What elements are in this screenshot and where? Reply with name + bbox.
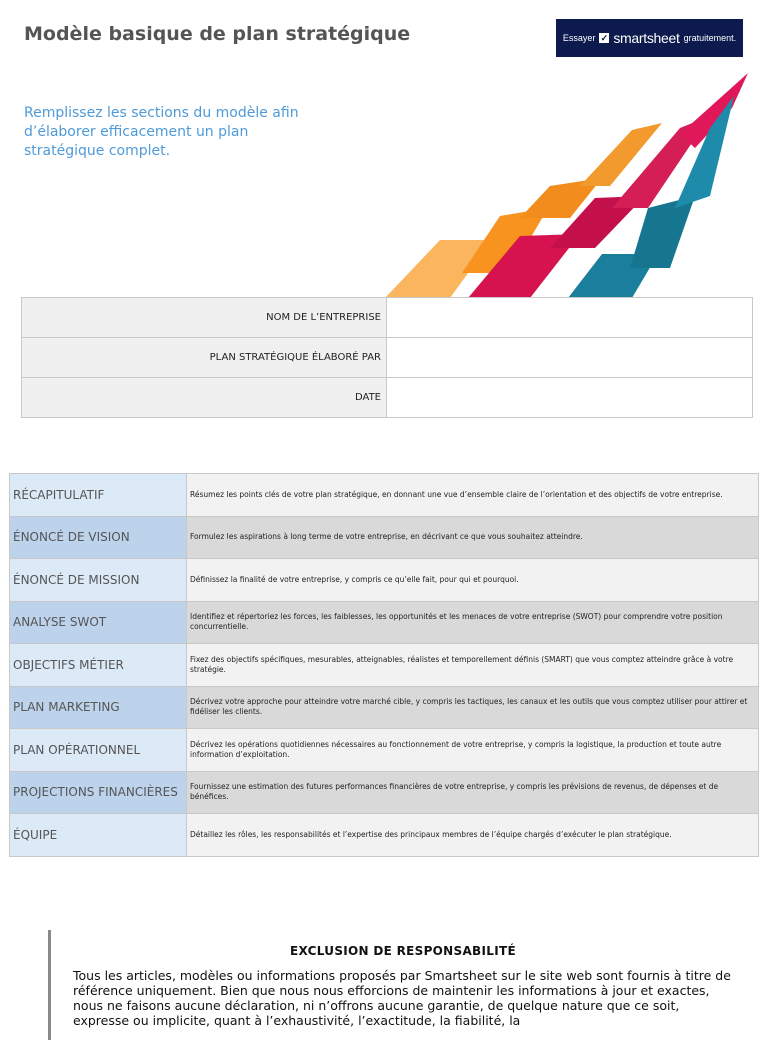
page-title: Modèle basique de plan stratégique bbox=[24, 23, 411, 45]
prepared-by-field[interactable] bbox=[387, 338, 753, 378]
section-row bbox=[10, 771, 759, 814]
section-row bbox=[10, 686, 759, 729]
info-row bbox=[22, 378, 753, 418]
section-description[interactable]: Résumez les points clés de votre plan stratégique, en donnant une vue d’ensemble claire de l’orientation et des objectifs de votre entreprise. bbox=[187, 474, 759, 517]
section-name: PLAN MARKETING bbox=[10, 686, 187, 729]
section-row bbox=[10, 516, 759, 559]
section-description[interactable]: Décrivez votre approche pour atteindre votre marché cible, y compris les tactiques, les canaux et les outils que vous comptez utiliser pour attirer et fidéliser les clients. bbox=[187, 686, 759, 729]
smartsheet-logo-icon: ✓ bbox=[600, 33, 609, 43]
section-row bbox=[10, 601, 759, 644]
section-name: PLAN OPÉRATIONNEL bbox=[10, 729, 187, 772]
info-row bbox=[22, 298, 753, 338]
section-description[interactable]: Détaillez les rôles, les responsabilités et l’expertise des principaux membres de l’équipe chargés d’exécuter le plan stratégique. bbox=[187, 814, 759, 857]
company-info-table bbox=[21, 297, 753, 418]
section-description[interactable]: Fournissez une estimation des futures performances financières de votre entreprise, y compris les prévisions de revenus, de dépenses et de bénéfices. bbox=[187, 771, 759, 814]
banner-suffix: gratuitement. bbox=[683, 33, 737, 43]
section-row bbox=[10, 729, 759, 772]
banner-brand: smartsheet bbox=[613, 30, 680, 46]
company-name-label: NOM DE L’ENTREPRISE bbox=[22, 298, 387, 338]
section-description[interactable]: Décrivez les opérations quotidiennes nécessaires au fonctionnement de votre entreprise, y compris la logistique, la production et toute autre information d’exploitation. bbox=[187, 729, 759, 772]
date-field[interactable] bbox=[387, 378, 753, 418]
disclaimer-text: Tous les articles, modèles ou informations proposés par Smartsheet sur le site web sont fournis à titre de référence uniquement. Bien que nous nous efforcions de maintenir les informations à jour et exactes, nous ne faisons aucune déclaration, ni n’offrons aucune garantie, de quelque nature que ce soit, expresse ou implicite, quant à l’exhaustivité, l’exactitude, la fiabilité, la bbox=[73, 968, 731, 1028]
company-name-field[interactable] bbox=[387, 298, 753, 338]
section-row bbox=[10, 644, 759, 687]
intro-text: Remplissez les sections du modèle afin d’élaborer efficacement un plan stratégique complet. bbox=[24, 105, 299, 159]
section-description[interactable]: Formulez les aspirations à long terme de votre entreprise, en décrivant ce que vous souhaitez atteindre. bbox=[187, 516, 759, 559]
section-name: ÉQUIPE bbox=[10, 814, 187, 857]
disclaimer-title: EXCLUSION DE RESPONSABILITÉ bbox=[290, 944, 516, 958]
section-name: OBJECTIFS MÉTIER bbox=[10, 644, 187, 687]
section-name: ANALYSE SWOT bbox=[10, 601, 187, 644]
section-name: ÉNONCÉ DE VISION bbox=[10, 516, 187, 559]
section-row bbox=[10, 814, 759, 857]
info-row bbox=[22, 338, 753, 378]
section-description[interactable]: Fixez des objectifs spécifiques, mesurables, atteignables, réalistes et temporellement définis (SMART) que vous comptez atteindre grâce à votre stratégie. bbox=[187, 644, 759, 687]
section-name: ÉNONCÉ DE MISSION bbox=[10, 559, 187, 602]
section-name: PROJECTIONS FINANCIÈRES bbox=[10, 771, 187, 814]
section-row bbox=[10, 474, 759, 517]
plan-sections-table bbox=[9, 473, 759, 857]
section-name: RÉCAPITULATIF bbox=[10, 474, 187, 517]
prepared-by-label: PLAN STRATÉGIQUE ÉLABORÉ PAR bbox=[22, 338, 387, 378]
ribbon-arrow-illustration bbox=[380, 68, 768, 300]
section-description[interactable]: Identifiez et répertoriez les forces, les faiblesses, les opportunités et les menaces de votre entreprise (SWOT) pour comprendre votre position concurrentielle. bbox=[187, 601, 759, 644]
section-description[interactable]: Définissez la finalité de votre entreprise, y compris ce qu’elle fait, pour qui et pourquoi. bbox=[187, 559, 759, 602]
date-label: DATE bbox=[22, 378, 387, 418]
banner-prefix: Essayer bbox=[562, 33, 596, 43]
smartsheet-trial-banner[interactable] bbox=[556, 19, 743, 57]
section-row bbox=[10, 559, 759, 602]
